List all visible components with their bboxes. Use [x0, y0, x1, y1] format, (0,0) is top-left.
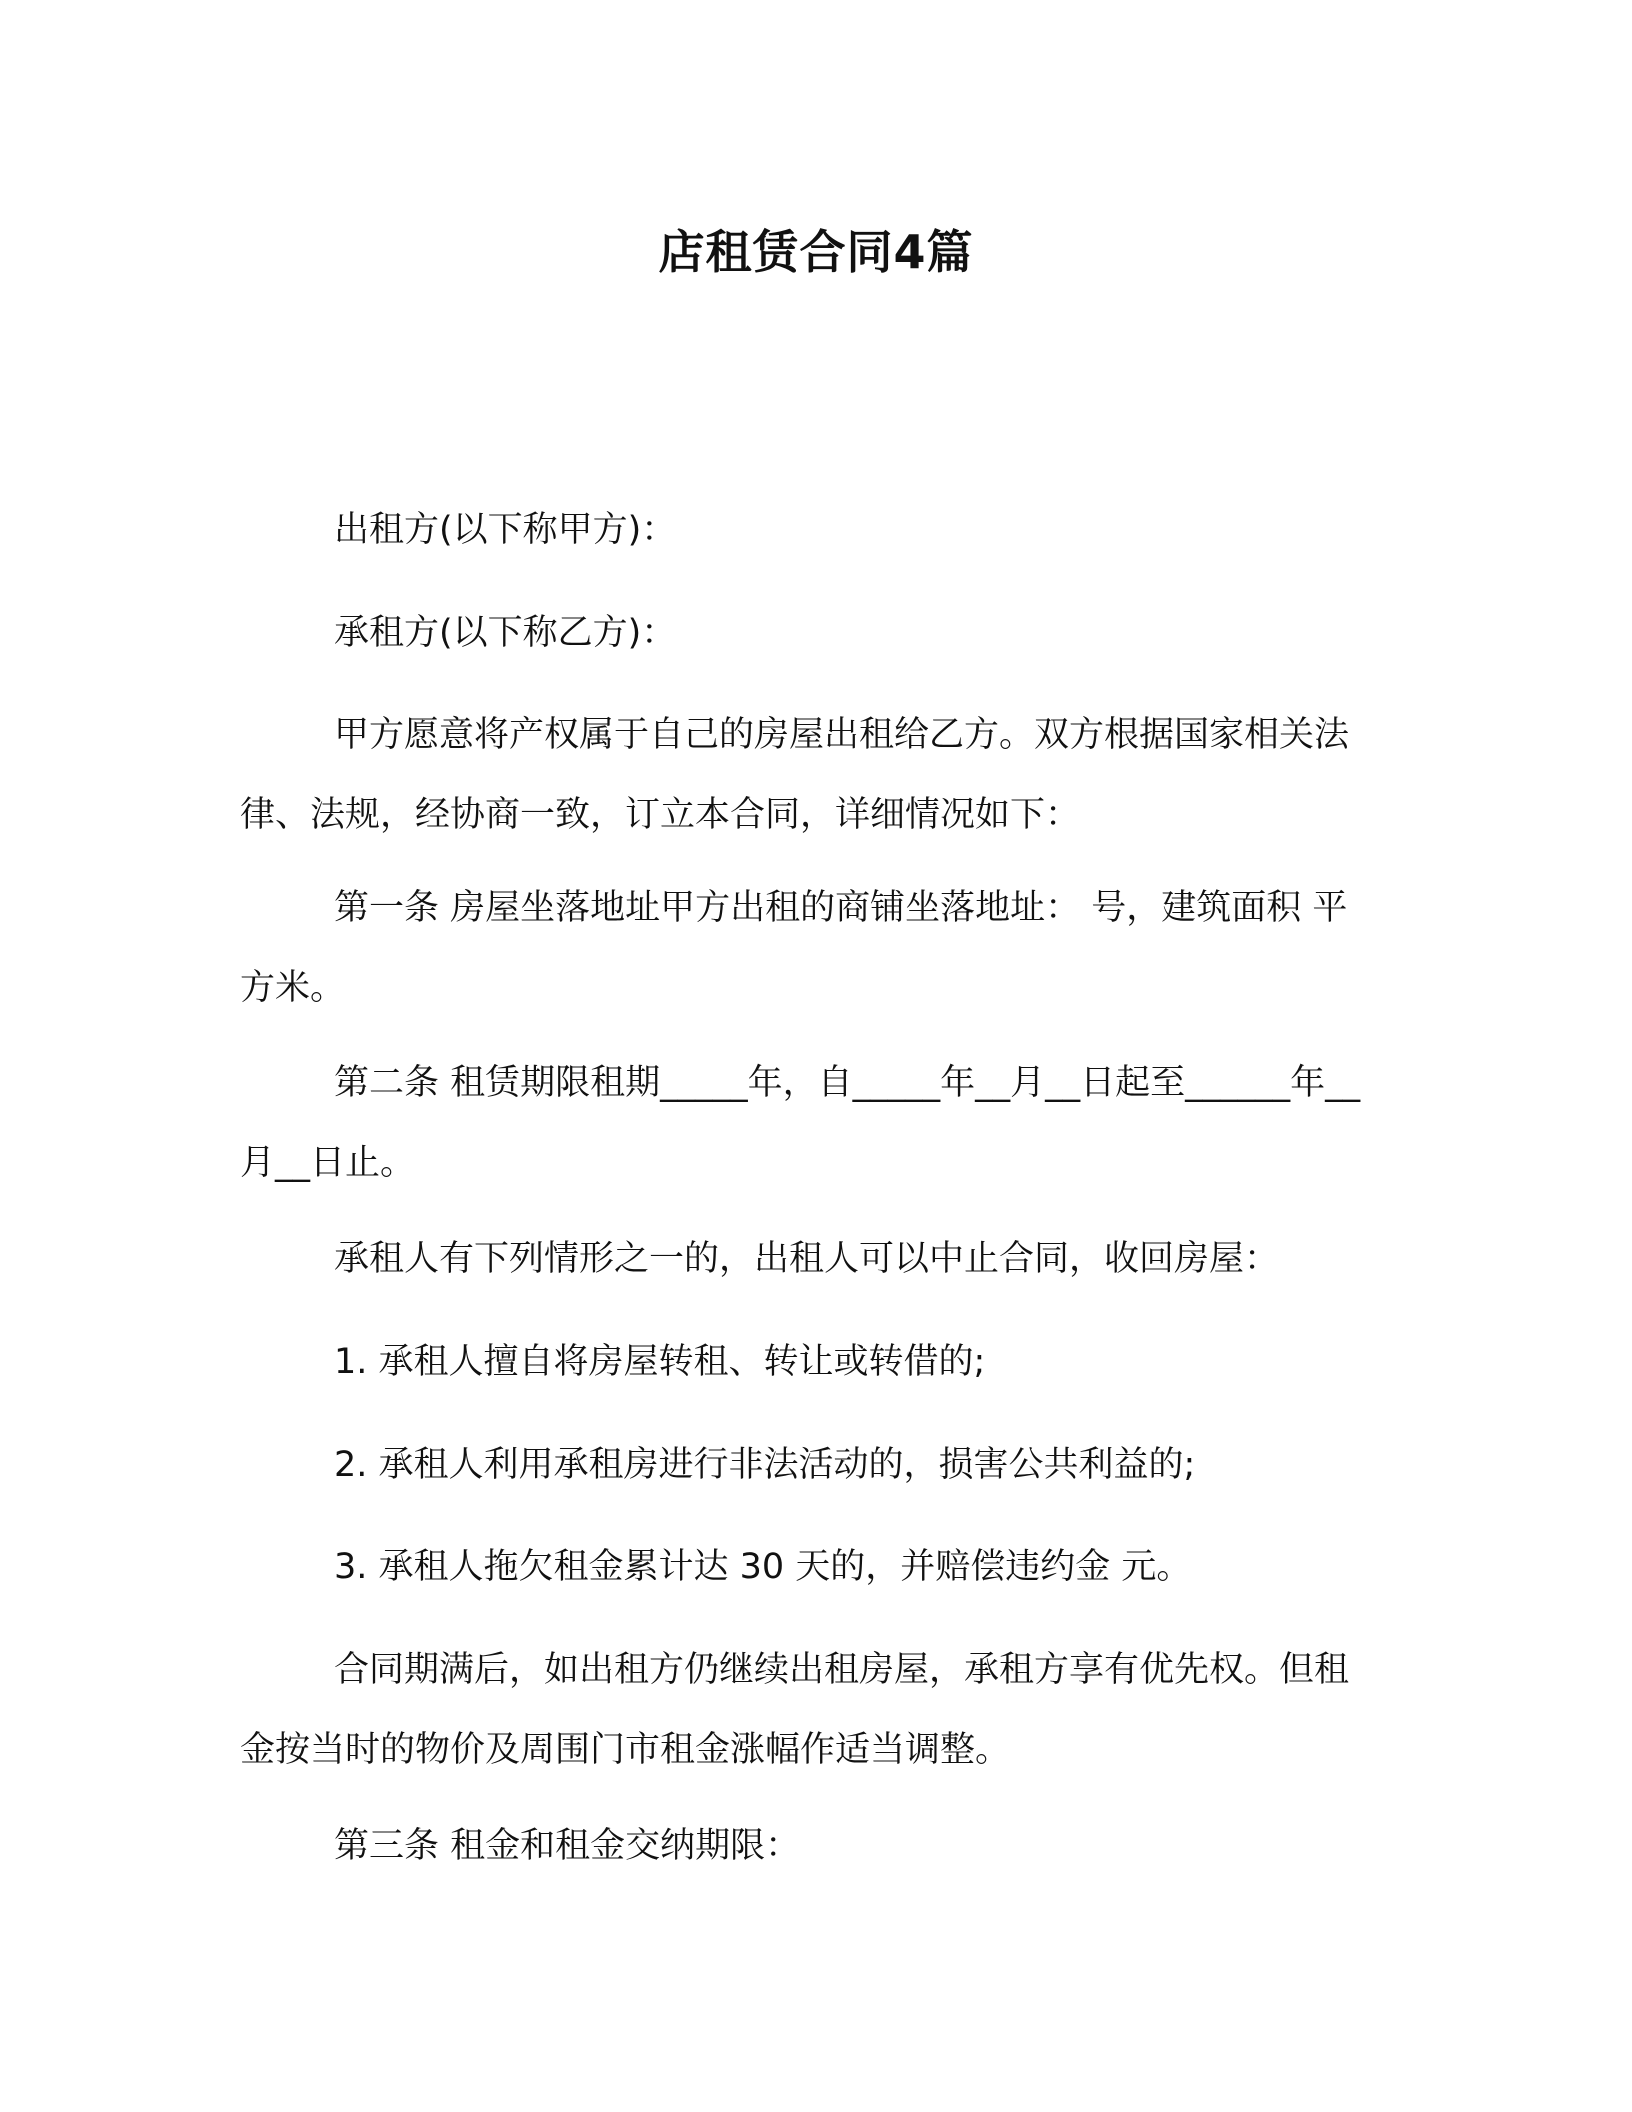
paragraph-article-2: 第二条 租赁期限租期_____年，自_____年__月__日起至______年__月__日止。 [240, 1063, 1361, 1183]
paragraph-termination-conditions: 承租人有下列情形之一的，出租人可以中止合同，收回房屋： [334, 1239, 1280, 1279]
paragraph-renewal: 合同期满后，如出租方仍继续出租房屋，承租方享有优先权。但租金按当时的物价及周围门市租金涨幅作适当调整。 [240, 1650, 1350, 1770]
document-title: 店租赁合同4篇 [658, 225, 974, 279]
paragraph-article-3: 第三条 租金和租金交纳期限： [334, 1826, 801, 1866]
paragraph-intro: 甲方愿意将产权属于自己的房屋出租给乙方。双方根据国家相关法律、法规，经协商一致，订立本合同，详细情况如下： [240, 715, 1350, 835]
paragraph-condition-3: 3. 承租人拖欠租金累计达 30 天的，并赔偿违约金 元。 [334, 1547, 1192, 1587]
paragraph-lessor: 出租方(以下称甲方)： [334, 510, 677, 550]
paragraph-article-1: 第一条 房屋坐落地址甲方出租的商铺坐落地址： 号，建筑面积 平方米。 [240, 888, 1348, 1008]
paragraph-condition-2: 2. 承租人利用承租房进行非法活动的，损害公共利益的; [334, 1445, 1196, 1485]
paragraph-lessee: 承租方(以下称乙方)： [334, 613, 677, 653]
paragraph-condition-1: 1. 承租人擅自将房屋转租、转让或转借的; [334, 1342, 986, 1382]
